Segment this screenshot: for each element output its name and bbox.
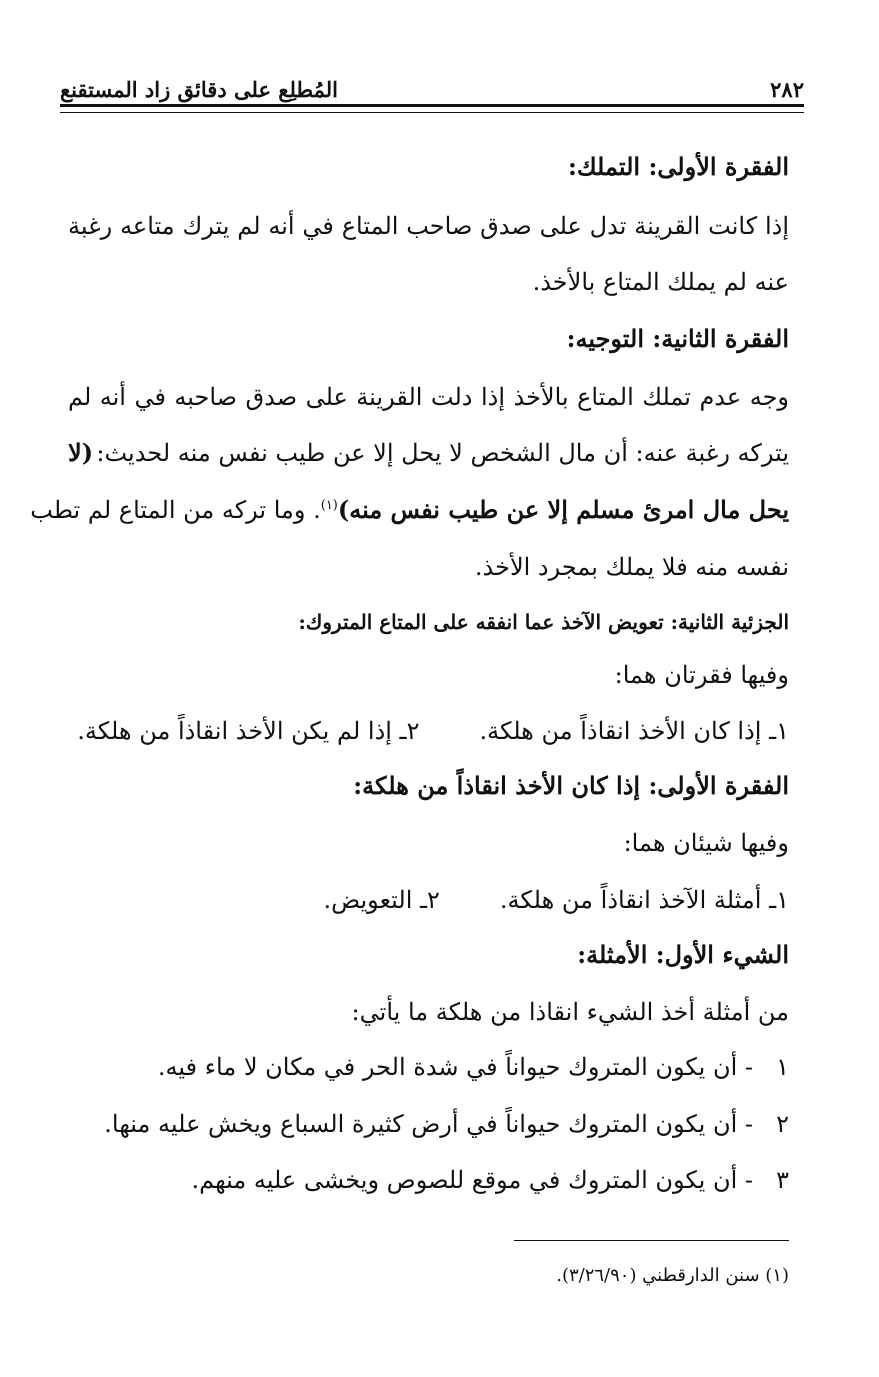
list-number: ٣: [776, 1166, 789, 1194]
book-title: المُطلِع على دقائق زاد المستقنع: [60, 77, 339, 102]
header-rule-thick: [60, 104, 804, 107]
footnote-separator: [514, 1240, 789, 1241]
page-header: [60, 68, 804, 102]
section-heading: الشيء الأول: الأمثلة:: [577, 940, 789, 969]
list-text: - أن يكون المتروك حيواناً في أرض كثيرة السباع ويخش عليه منها.: [104, 1110, 753, 1138]
list-line: [68, 886, 789, 915]
list-item: ١ـ أمثلة الآخذ انقاذاً من هلكة.: [499, 886, 789, 914]
paragraph-line: عنه لم يملك المتاع بالأخذ.: [532, 268, 789, 296]
list-text: - أن يكون المتروك حيواناً في شدة الحر في مكان لا ماء فيه.: [157, 1053, 753, 1081]
paragraph-line: وجه عدم تملك المتاع بالأخذ إذا دلت القرينة على صدق صاحبه في أنه لم: [68, 383, 789, 411]
paragraph-line: إذا كانت القرينة تدل على صدق صاحب المتاع في أنه لم يترك متاعه رغبة: [68, 212, 789, 240]
list-item: [68, 1166, 789, 1195]
hadith-open: (لا: [68, 438, 94, 467]
list-number: ٢: [776, 1110, 789, 1138]
paragraph-line: وفيها شيئان هما:: [623, 829, 789, 857]
list-item: ٢ـ التعويض.: [323, 886, 440, 914]
hadith-text: يحل مال امرئ مسلم إلا عن طيب نفس منه): [337, 495, 789, 524]
footnote-ref[interactable]: (١): [320, 498, 338, 513]
list-item: ٢ـ إذا لم يكن الأخذ انقاذاً من هلكة.: [77, 717, 420, 745]
list-number: ١: [776, 1053, 789, 1081]
section-heading: الفقرة الأولى: إذا كان الأخذ انقاذاً من هلكة:: [353, 771, 789, 800]
paragraph-line: [30, 495, 789, 525]
list-item: [68, 1110, 789, 1139]
paragraph-line: نفسه منه فلا يملك بمجرد الأخذ.: [474, 553, 789, 581]
header-rule-thin: [60, 112, 804, 113]
list-text: - أن يكون المتروك في موقع للصوص ويخشى عليه منهم.: [191, 1166, 753, 1194]
paragraph-text: يتركه رغبة عنه: أن مال الشخص لا يحل إلا عن طيب نفس منه لحديث:: [96, 439, 789, 467]
paragraph-text: . وما تركه من المتاع لم تطب: [30, 496, 321, 524]
list-item: [68, 1053, 789, 1082]
section-heading: الفقرة الثانية: التوجيه:: [566, 324, 789, 353]
list-item: ١ـ إذا كان الأخذ انقاذاً من هلكة.: [479, 717, 789, 745]
list-line: [68, 717, 789, 746]
page-number: ٢٨٢: [770, 77, 804, 102]
paragraph-line: من أمثلة أخذ الشيء انقاذا من هلكة ما يأتي:: [351, 998, 789, 1026]
paragraph-line: [68, 439, 789, 468]
subsection-heading: الجزئية الثانية: تعويض الآخذ عما انفقه على المتاع المتروك:: [298, 610, 789, 634]
paragraph-line: وفيها فقرتان هما:: [614, 661, 789, 689]
hadith-line: [321, 496, 789, 525]
section-heading: الفقرة الأولى: التملك:: [567, 152, 789, 181]
footnote: (١) سنن الدارقطني (٣/٢٦/٩٠).: [556, 1265, 789, 1286]
